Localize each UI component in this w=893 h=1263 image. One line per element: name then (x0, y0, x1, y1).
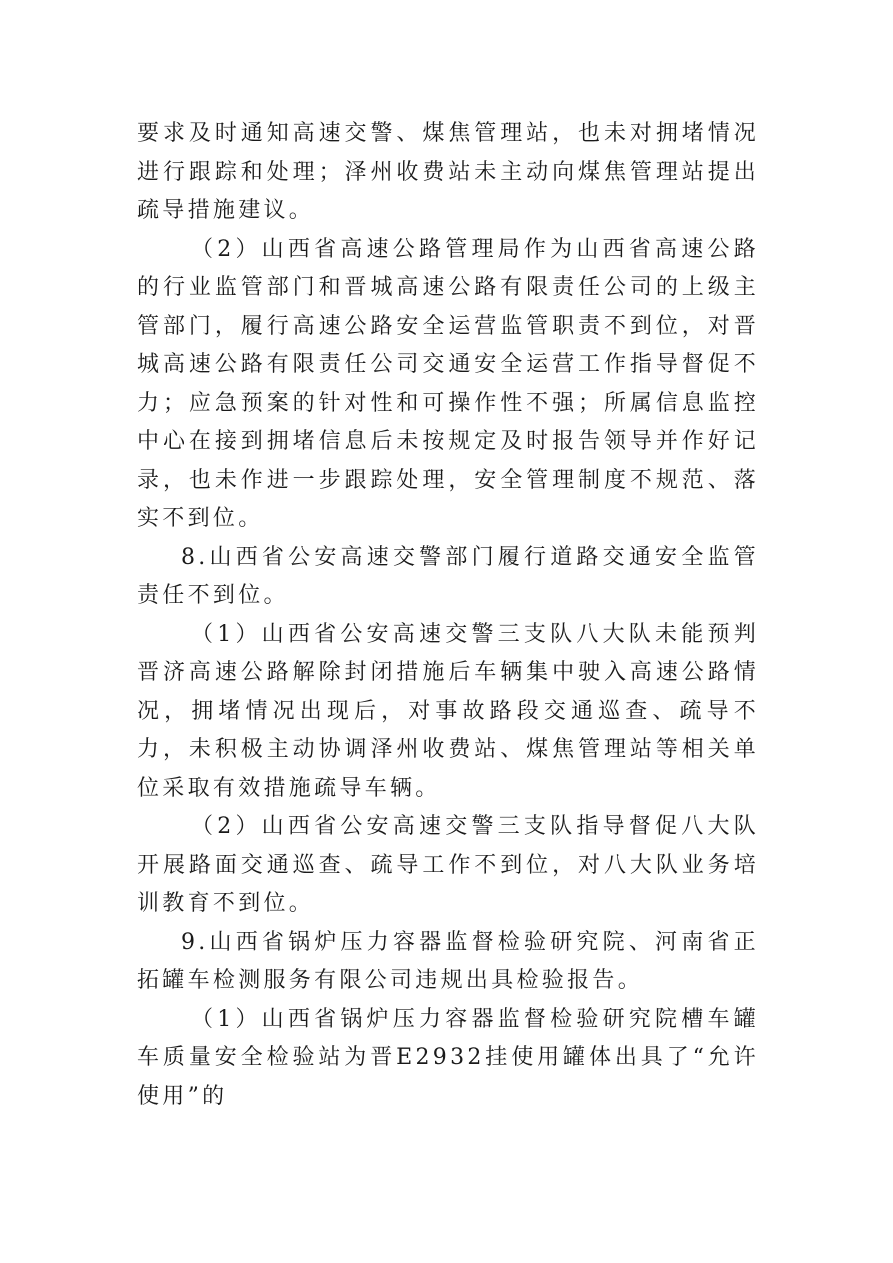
paragraph-section-9: 9.山西省锅炉压力容器监督检验研究院、河南省正拓罐车检测服务有限公司违规出具检验报告。 (137, 929, 759, 993)
document-body (137, 115, 759, 1116)
paragraph-section-8: 8.山西省公安高速交警部门履行道路交通安全监管责任不到位。 (137, 544, 759, 608)
paragraph-item-2-traffic-police-detachment: （2）山西省公安高速交警三支队指导督促八大队开展路面交通巡查、疏导工作不到位，对八大队业务培训教育不到位。 (137, 814, 759, 916)
paragraph-item-1-traffic-police-brigade: （1）山西省公安高速交警三支队八大队未能预判晋济高速公路解除封闭措施后车辆集中驶入高速公路情况，拥堵情况出现后，对事故路段交通巡查、疏导不力，未积极主动协调泽州收费站、煤焦管理站等相关单位采取有效措施疏导车辆。 (137, 621, 759, 801)
paragraph-item-1-inspection-institute: （1）山西省锅炉压力容器监督检验研究院槽车罐车质量安全检验站为晋E2932挂使用罐体出具了“允许使用”的 (137, 1006, 759, 1109)
paragraph-continuation: 要求及时通知高速交警、煤焦管理站，也未对拥堵情况进行跟踪和处理；泽州收费站未主动向煤焦管理站提出疏导措施建议。 (137, 121, 759, 223)
paragraph-item-2-highway-bureau: （2）山西省高速公路管理局作为山西省高速公路的行业监管部门和晋城高速公路有限责任公司的上级主管部门，履行高速公路安全运营监管职责不到位，对晋城高速公路有限责任公司交通安全运营工作指导督促不力；应急预案的针对性和可操作性不强；所属信息监控中心在接到拥堵信息后未按规定及时报告领导并作好记录，也未作进一步跟踪处理，安全管理制度不规范、落实不到位。 (137, 236, 759, 531)
